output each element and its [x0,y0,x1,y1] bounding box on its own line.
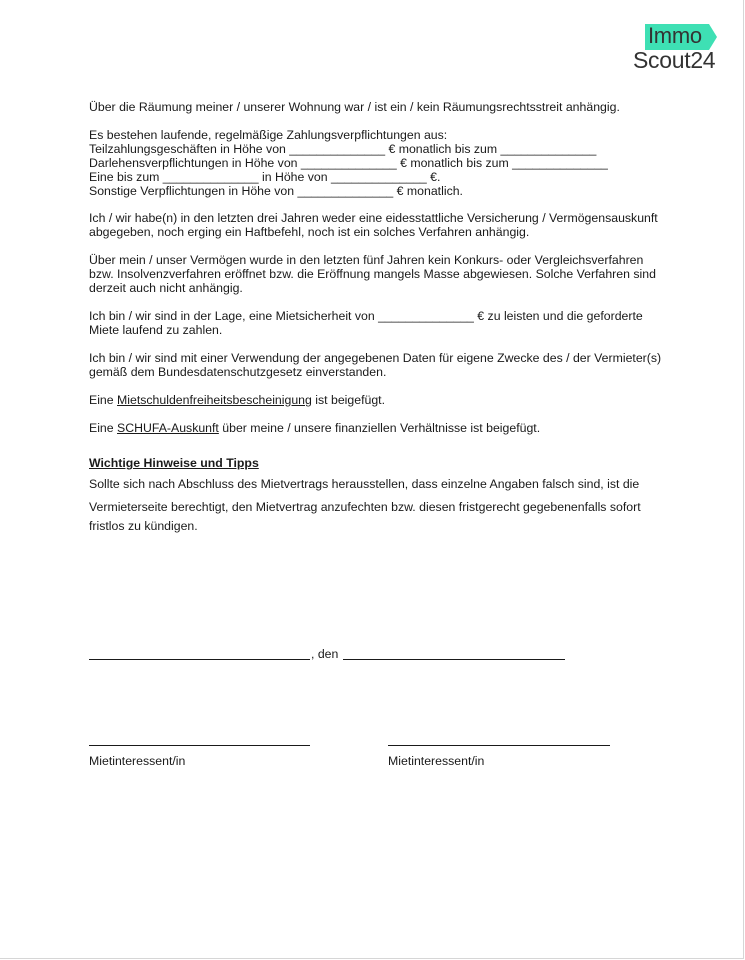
text-line: Miete laufend zu zahlen. [89,323,223,337]
text-line: Ich / wir habe(n) in den letzten drei Jahren weder eine eidesstattliche Versicherung / Vermögensauskunft [89,211,658,225]
text-line: derzeit auch nicht anhängig. [89,281,243,295]
text-line: Es bestehen laufende, regelmäßige Zahlungsverpflichtungen aus: [89,128,448,142]
text-line: Ich bin / wir sind in der Lage, eine Mietsicherheit von ______________ € zu leisten und die geforderte [89,309,643,323]
text-post: über meine / unsere finanziellen Verhältnisse ist beigefügt. [218,421,541,435]
paragraph-vermoegen [89,253,669,295]
section-heading: Wichtige Hinweise und Tipps [89,456,259,470]
date-separator-text: , den [311,647,339,661]
text-pre: Eine [89,393,118,407]
schufa-auskunft-link[interactable]: SCHUFA-Auskunft [117,421,219,435]
logo-text-scout24: Scout24 [633,47,716,73]
text-line: Sonstige Verpflichtungen in Höhe von ______________ € monatlich. [89,184,463,198]
text-line: Sollte sich nach Abschluss des Mietvertrags herausstellen, dass einzelne Angaben falsch sind, ist die [89,477,640,491]
immoscout24-logo [630,20,730,76]
logo-text-immo: Immo [648,23,702,48]
place-signature-line[interactable] [89,659,310,660]
date-signature-line[interactable] [343,659,565,660]
hinweise-text [89,500,669,514]
paragraph-schufa [89,421,669,435]
text-line: Teilzahlungsgeschäften in Höhe von ______________ € monatlich bis zum ______________ [89,142,597,156]
text-post: ist beigefügt. [311,393,386,407]
text-line: Ich bin / wir sind mit einer Verwendung der angegebenen Daten für eigene Zwecke des / der Vermieter(s) [89,351,662,365]
hinweise-text [89,477,669,491]
paragraph-raeumung [89,100,669,114]
section-hinweise [89,456,669,470]
paragraph-mietsicherheit [89,309,669,337]
text-line [89,393,669,407]
applicant-2-label: Mietinteressent/in [388,754,485,768]
text-line: Darlehensverpflichtungen in Höhe von ______________ € monatlich bis zum ______________ [89,156,608,170]
text-line: Über die Räumung meiner / unserer Wohnung war / ist ein / kein Räumungsrechtsstreit anhängig. [89,100,620,114]
paragraph-eidesstattliche-versicherung [89,211,669,239]
text-line: gemäß dem Bundesdatenschutzgesetz einverstanden. [89,365,387,379]
applicant-1-label: Mietinteressent/in [89,754,186,768]
paragraph-zahlungsverpflichtungen [89,128,669,198]
text-line: abgegeben, noch erging ein Haftbefehl, noch ist ein solches Verfahren anhängig. [89,225,530,239]
hinweise-text [89,519,669,533]
text-pre: Eine [89,421,118,435]
text-line: fristlos zu kündigen. [89,519,198,533]
text-line: Eine bis zum ______________ in Höhe von ______________ €. [89,170,441,184]
paragraph-datenschutz [89,351,669,379]
text-line [89,421,669,435]
text-line: Über mein / unser Vermögen wurde in den letzten fünf Jahren kein Konkurs- oder Vergleichsverfahren [89,253,644,267]
text-line: bzw. Insolvenzverfahren eröffnet bzw. die Eröffnung mangels Masse abgewiesen. Solche Verfahren sind [89,267,656,281]
paragraph-mietschuldenfreiheit [89,393,669,407]
applicant-1-signature-line[interactable] [89,745,310,746]
applicant-2-signature-line[interactable] [388,745,610,746]
text-line: Vermieterseite berechtigt, den Mietvertrag anzufechten bzw. diesen fristgerecht gegebenenfalls sofort [89,500,641,514]
mietschuldenfreiheitsbescheinigung-link[interactable]: Mietschuldenfreiheitsbescheinigung [117,393,312,407]
